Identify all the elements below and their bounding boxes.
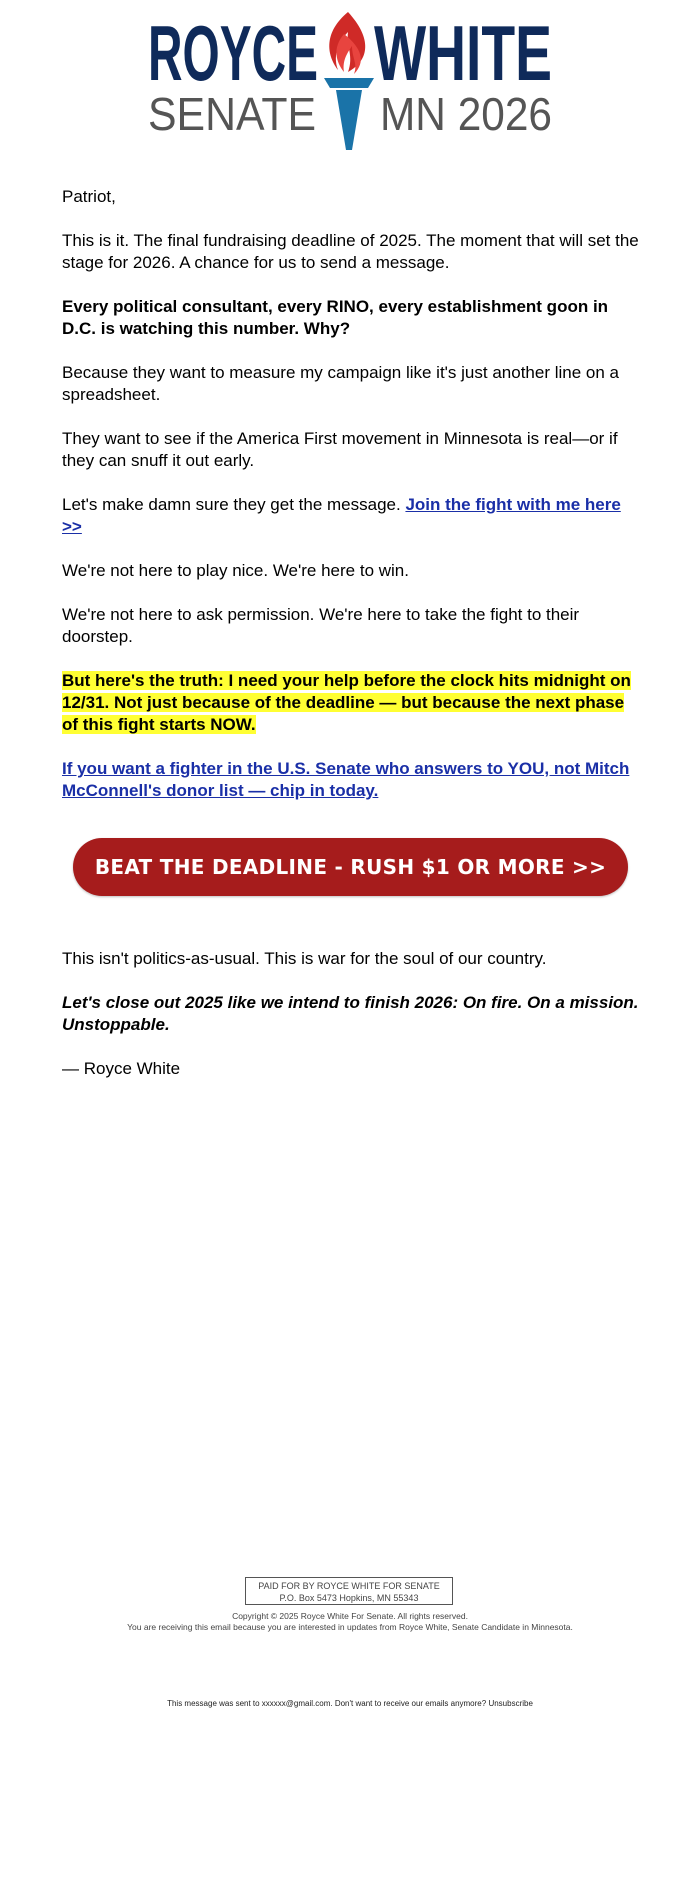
campaign-logo xyxy=(148,10,552,150)
join-text: Let's make damn sure they get the message. xyxy=(62,495,406,514)
paragraph-win: We're not here to play nice. We're here to win. xyxy=(62,561,409,580)
paragraph-watching: Every political consultant, every RINO, every establishment goon in D.C. is watching this number. Why? xyxy=(62,297,609,338)
receiving-reason-text: You are receiving this email because you are interested in updates from Royce White, Senate Candidate in Minnesota. xyxy=(127,1622,573,1632)
paragraph-chip-in xyxy=(62,758,642,802)
sent-to-text: This message was sent to xxxxxx@gmail.com. Don't want to receive our emails anymore? xyxy=(167,1699,487,1708)
copyright-text: Copyright © 2025 Royce White For Senate. All rights reserved. xyxy=(232,1611,468,1621)
footer-sent-to xyxy=(0,1698,700,1709)
cta-container xyxy=(73,838,628,896)
logo-name-right: WHITE xyxy=(374,9,552,97)
paragraph-deadline: This is it. The final fundraising deadline of 2025. The moment that will set the stage for 2026. A chance for us to send a message. xyxy=(62,231,639,272)
greeting: Patriot, xyxy=(62,187,116,206)
paid-for-text: PAID FOR BY ROYCE WHITE FOR SENATE xyxy=(258,1581,440,1591)
paid-for-disclaimer xyxy=(245,1577,453,1605)
paragraph-measure: Because they want to measure my campaign like it's just another line on a spreadsheet. xyxy=(62,363,619,404)
logo-state-year: MN 2026 xyxy=(380,88,552,140)
logo-name-left: ROYCE xyxy=(148,9,318,97)
unsubscribe-link[interactable]: Unsubscribe xyxy=(488,1699,533,1708)
paragraph-permission: We're not here to ask permission. We're here to take the fight to their doorstep. xyxy=(62,605,580,646)
footer-legal xyxy=(0,1611,700,1633)
logo-graphic xyxy=(148,10,552,150)
paragraph-war: This isn't politics-as-usual. This is war for the soul of our country. xyxy=(62,949,547,968)
join-fight-link[interactable]: Join the fight with me here >> xyxy=(62,495,621,536)
highlighted-text: But here's the truth: I need your help before the clock hits midnight on 12/31. Not just because of the deadline — but because the next phase of this fight starts NOW. xyxy=(62,671,631,734)
email-closing xyxy=(62,948,642,1102)
chip-in-link[interactable]: If you want a fighter in the U.S. Senate who answers to YOU, not Mitch McConnell's donor list — chip in today. xyxy=(62,759,630,800)
mailing-address: P.O. Box 5473 Hopkins, MN 55343 xyxy=(279,1593,419,1603)
logo-office: SENATE xyxy=(148,88,316,140)
signature: — Royce White xyxy=(62,1059,181,1078)
paragraph-america-first: They want to see if the America First movement in Minnesota is real—or if they can snuff it out early. xyxy=(62,429,618,470)
paragraph-truth xyxy=(62,670,642,736)
paragraph-join xyxy=(62,494,642,538)
donate-button[interactable]: BEAT THE DEADLINE - RUSH $1 OR MORE >> xyxy=(73,838,628,896)
email-body xyxy=(62,186,642,824)
paragraph-close-out: Let's close out 2025 like we intend to finish 2026: On fire. On a mission. Unstoppable. xyxy=(62,993,639,1034)
torch-icon xyxy=(324,12,374,150)
